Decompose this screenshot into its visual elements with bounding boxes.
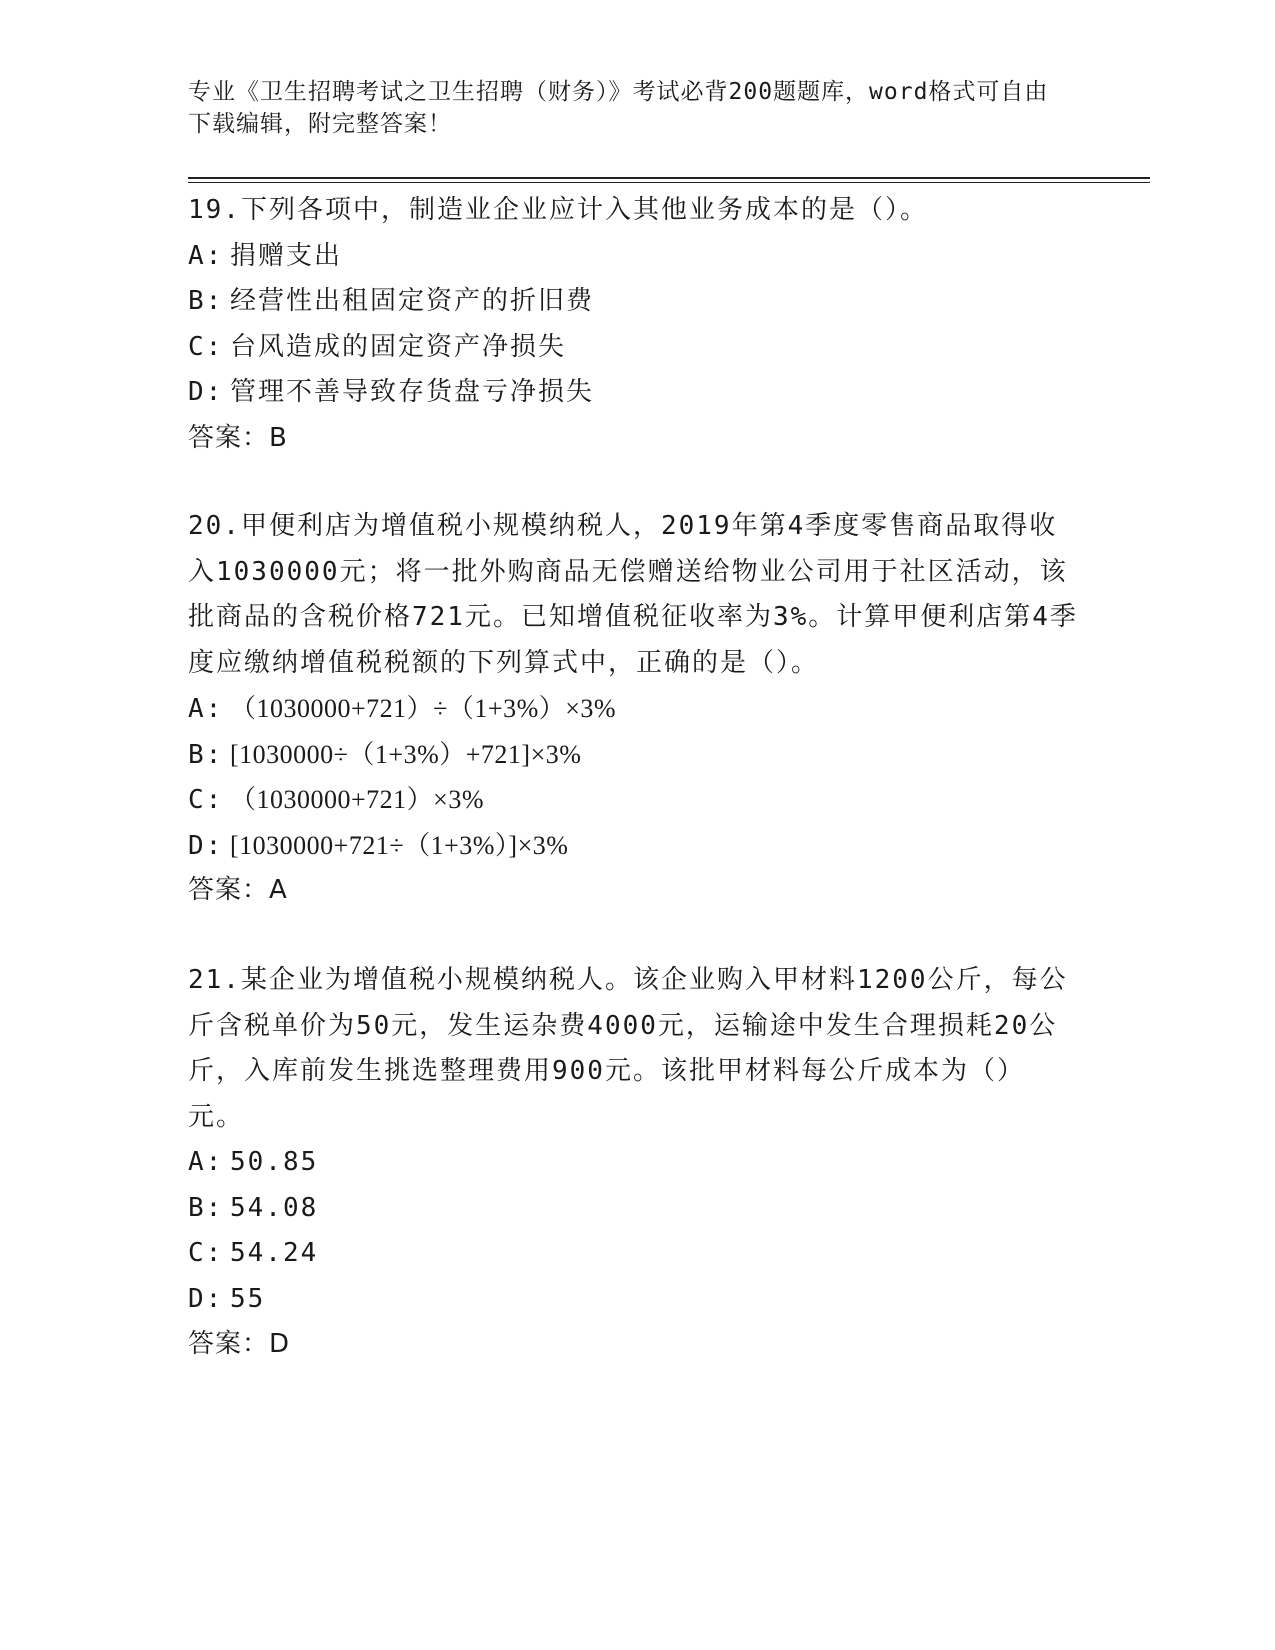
option-c bbox=[188, 1231, 1088, 1277]
option-text: 54.24 bbox=[230, 1238, 319, 1268]
question-19 bbox=[188, 188, 1088, 461]
question-stem: 20.甲便利店为增值税小规模纳税人，2019年第4季度零售商品取得收入1030000元；将一批外购商品无偿赠送给物业公司用于社区活动，该批商品的含税价格721元。已知增值税征收率为3%。计算甲便利店第4季度应缴纳增值税税额的下列算式中，正确的是（）。 bbox=[188, 511, 1078, 678]
option-d bbox=[188, 1277, 1088, 1323]
option-text: （1030000+721）×3% bbox=[230, 785, 484, 814]
option-text: [1030000÷（1+3%）+721]×3% bbox=[230, 739, 582, 769]
option-letter: D: bbox=[188, 830, 224, 861]
question-stem: 21.某企业为增值税小规模纳税人。该企业购入甲材料1200公斤，每公斤含税单价为50元，发生运杂费4000元，运输途中发生合理损耗20公斤，入库前发生挑选整理费用900元。该批甲材料每公斤成本为（）元。 bbox=[188, 965, 1068, 1132]
option-text: 经营性出租固定资产的折旧费 bbox=[230, 286, 595, 316]
option-d bbox=[188, 823, 1088, 869]
option-letter: B: bbox=[188, 739, 224, 770]
question-21 bbox=[188, 958, 1088, 1368]
option-text: 55 bbox=[230, 1283, 266, 1314]
header-divider-thick bbox=[188, 177, 1150, 179]
option-letter: A: bbox=[188, 1147, 224, 1177]
option-text: 捐赠支出 bbox=[230, 240, 343, 271]
option-letter: C: bbox=[188, 1238, 224, 1268]
answer-line: 答案：A bbox=[188, 875, 288, 905]
answer-line: 答案：D bbox=[188, 1329, 291, 1359]
answer-line: 答案：B bbox=[188, 422, 288, 453]
option-b bbox=[188, 732, 1088, 778]
option-letter: D: bbox=[188, 1283, 224, 1314]
option-text: 管理不善导致存货盘亏净损失 bbox=[230, 377, 595, 407]
option-letter: B: bbox=[188, 1192, 224, 1223]
header-divider-thin bbox=[188, 182, 1150, 183]
option-letter: C: bbox=[188, 785, 224, 815]
option-c bbox=[188, 777, 1088, 823]
question-20 bbox=[188, 504, 1088, 914]
option-letter: B: bbox=[188, 286, 224, 316]
option-a bbox=[188, 1140, 1088, 1186]
document-header: 专业《卫生招聘考试之卫生招聘（财务）》考试必背200题题库，word格式可自由下载编辑，附完整答案！ bbox=[188, 79, 1049, 137]
option-d bbox=[188, 370, 1088, 416]
option-b bbox=[188, 279, 1088, 325]
option-b bbox=[188, 1186, 1088, 1232]
option-letter: C: bbox=[188, 331, 224, 362]
option-c bbox=[188, 325, 1088, 371]
option-letter: A: bbox=[188, 694, 224, 724]
option-text: （1030000+721）÷（1+3%）×3% bbox=[230, 694, 617, 723]
option-text: 54.08 bbox=[230, 1192, 319, 1223]
option-a bbox=[188, 686, 1088, 732]
option-text: [1030000+721÷（1+3%）]×3% bbox=[230, 830, 569, 860]
option-letter: A: bbox=[188, 240, 224, 271]
option-text: 50.85 bbox=[230, 1147, 319, 1177]
option-a bbox=[188, 234, 1088, 280]
option-letter: D: bbox=[188, 377, 224, 407]
option-text: 台风造成的固定资产净损失 bbox=[230, 331, 567, 362]
question-stem: 19.下列各项中，制造业企业应计入其他业务成本的是（）。 bbox=[188, 195, 928, 225]
